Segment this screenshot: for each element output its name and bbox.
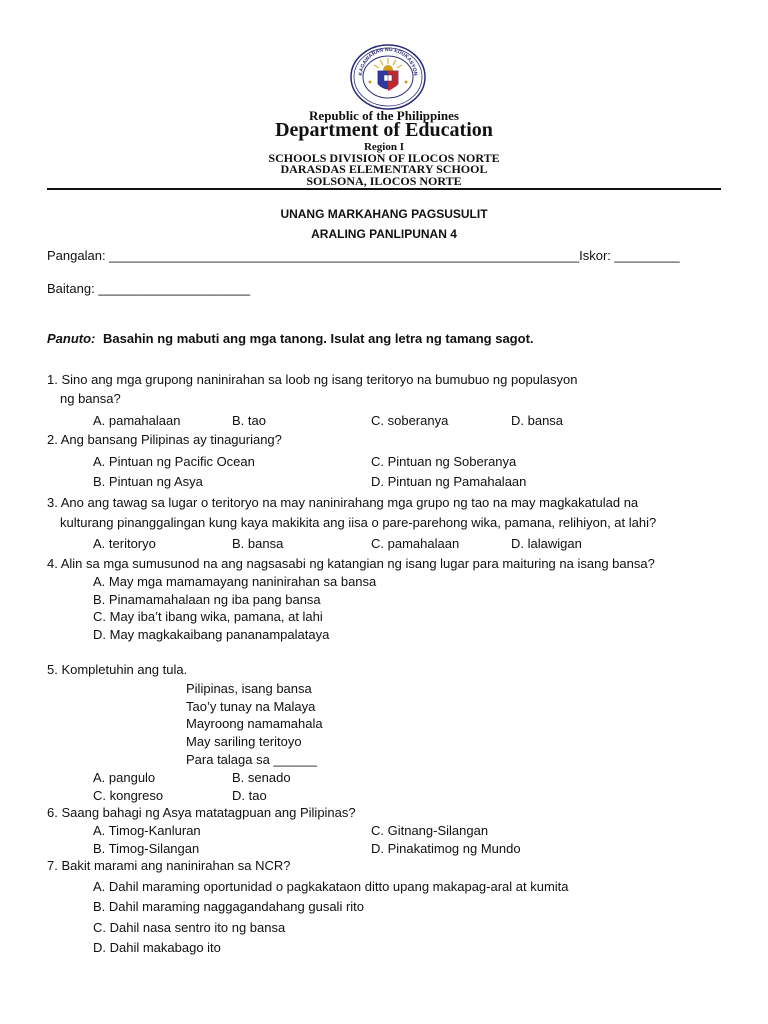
question-1-text: 1. Sino ang mga grupong naninirahan sa loob ng isang teritoryo na bumubuo ng populasyon bbox=[47, 372, 578, 387]
question-1-text-cont: ng bansa? bbox=[60, 391, 121, 406]
q4-option-a: A. May mga mamamayang naninirahan sa bansa bbox=[93, 574, 377, 589]
q2-option-b: B. Pintuan ng Asya bbox=[93, 474, 203, 489]
instructions-text: Basahin ng mabuti ang mga tanong. Isulat ang letra ng tamang sagot. bbox=[103, 331, 534, 346]
name-score-line[interactable]: Pangalan: _________________________________________________________________Iskor: _________ bbox=[47, 248, 680, 263]
q2-option-a: A. Pintuan ng Pacific Ocean bbox=[93, 454, 255, 469]
q7-option-c: C. Dahil nasa sentro ito ng bansa bbox=[93, 920, 286, 935]
q7-option-a: A. Dahil maraming oportunidad o pagkakataon ditto upang makapag-aral at kumita bbox=[93, 879, 569, 894]
q2-option-d: D. Pintuan ng Pamahalaan bbox=[371, 474, 527, 489]
division-heading: SCHOOLS DIVISION OF ILOCOS NORTE bbox=[268, 151, 500, 165]
q2-option-c: C. Pintuan ng Soberanya bbox=[371, 454, 517, 469]
question-2-text: 2. Ang bansang Pilipinas ay tinaguriang? bbox=[47, 432, 282, 447]
exam-subject: ARALING PANLIPUNAN 4 bbox=[311, 227, 457, 241]
q7-option-d: D. Dahil makabago ito bbox=[93, 940, 221, 955]
question-4-text: 4. Alin sa mga sumusunod na ang nagsasabi ng katangian ng isang lugar para maituring na isang bansa? bbox=[47, 556, 655, 571]
grade-line[interactable]: Baitang: _____________________ bbox=[47, 281, 251, 296]
q5-option-d: D. tao bbox=[232, 788, 267, 803]
school-heading: DARASDAS ELEMENTARY SCHOOL bbox=[280, 162, 488, 176]
q4-option-b: B. Pinamamahalaan ng iba pang bansa bbox=[93, 592, 321, 607]
question-6-text: 6. Saang bahagi ng Asya matatagpuan ang Pilipinas? bbox=[47, 805, 356, 820]
q6-option-c: C. Gitnang-Silangan bbox=[371, 823, 489, 838]
q1-option-b: B. tao bbox=[232, 413, 266, 428]
q4-option-c: C. May iba’t ibang wika, pamana, at lahi bbox=[93, 609, 323, 624]
instructions bbox=[47, 331, 534, 346]
q7-option-b: B. Dahil maraming naggagandahang gusali rito bbox=[93, 899, 365, 914]
question-3-text-cont: kulturang pinanggalingan kung kaya makikita ang iisa o pare-parehong wika, pamana, relihiyon, at lahi? bbox=[60, 515, 657, 530]
svg-text:KAGAWARAN NG EDUKASYON: KAGAWARAN NG EDUKASYON bbox=[357, 46, 419, 77]
location-heading: SOLSONA, ILOCOS NORTE bbox=[306, 174, 462, 188]
q1-option-d: D. bansa bbox=[511, 413, 564, 428]
q5-option-b: B. senado bbox=[232, 770, 291, 785]
deped-seal-icon bbox=[350, 44, 426, 110]
question-3-text: 3. Ano ang tawag sa lugar o teritoryo na may naninirahang mga grupo ng tao na may magkakatulad na bbox=[47, 495, 639, 510]
poem-line: Para talaga sa ______ bbox=[186, 752, 317, 767]
poem-line: Pilipinas, isang bansa bbox=[186, 681, 312, 696]
poem-line: May sariling teritoyo bbox=[186, 734, 302, 749]
q6-option-b: B. Timog-Silangan bbox=[93, 841, 200, 856]
q5-option-a: A. pangulo bbox=[93, 770, 156, 785]
q6-option-a: A. Timog-Kanluran bbox=[93, 823, 201, 838]
poem-line: Tao’y tunay na Malaya bbox=[186, 699, 316, 714]
q3-option-d: D. lalawigan bbox=[511, 536, 582, 551]
republic-heading: Republic of the Philippines bbox=[309, 108, 459, 123]
q1-option-a: A. pamahalaan bbox=[93, 413, 181, 428]
question-5-text: 5. Kompletuhin ang tula. bbox=[47, 662, 188, 677]
header-divider bbox=[47, 188, 721, 190]
region-heading: Region I bbox=[363, 141, 405, 153]
question-7-text: 7. Bakit marami ang naninirahan sa NCR? bbox=[47, 858, 291, 873]
q3-option-a: A. teritoryo bbox=[93, 536, 156, 551]
q3-option-b: B. bansa bbox=[232, 536, 284, 551]
q5-option-c: C. kongreso bbox=[93, 788, 164, 803]
q3-option-c: C. pamahalaan bbox=[371, 536, 460, 551]
instructions-label: Panuto: bbox=[47, 331, 96, 346]
department-heading: Department of Education bbox=[275, 119, 493, 141]
q4-option-d: D. May magkakaibang pananampalataya bbox=[93, 627, 330, 642]
q6-option-d: D. Pinakatimog ng Mundo bbox=[371, 841, 521, 856]
q1-option-c: C. soberanya bbox=[371, 413, 449, 428]
poem-line: Mayroong namamahala bbox=[186, 716, 323, 731]
exam-title: UNANG MARKAHANG PAGSUSULIT bbox=[280, 207, 488, 221]
